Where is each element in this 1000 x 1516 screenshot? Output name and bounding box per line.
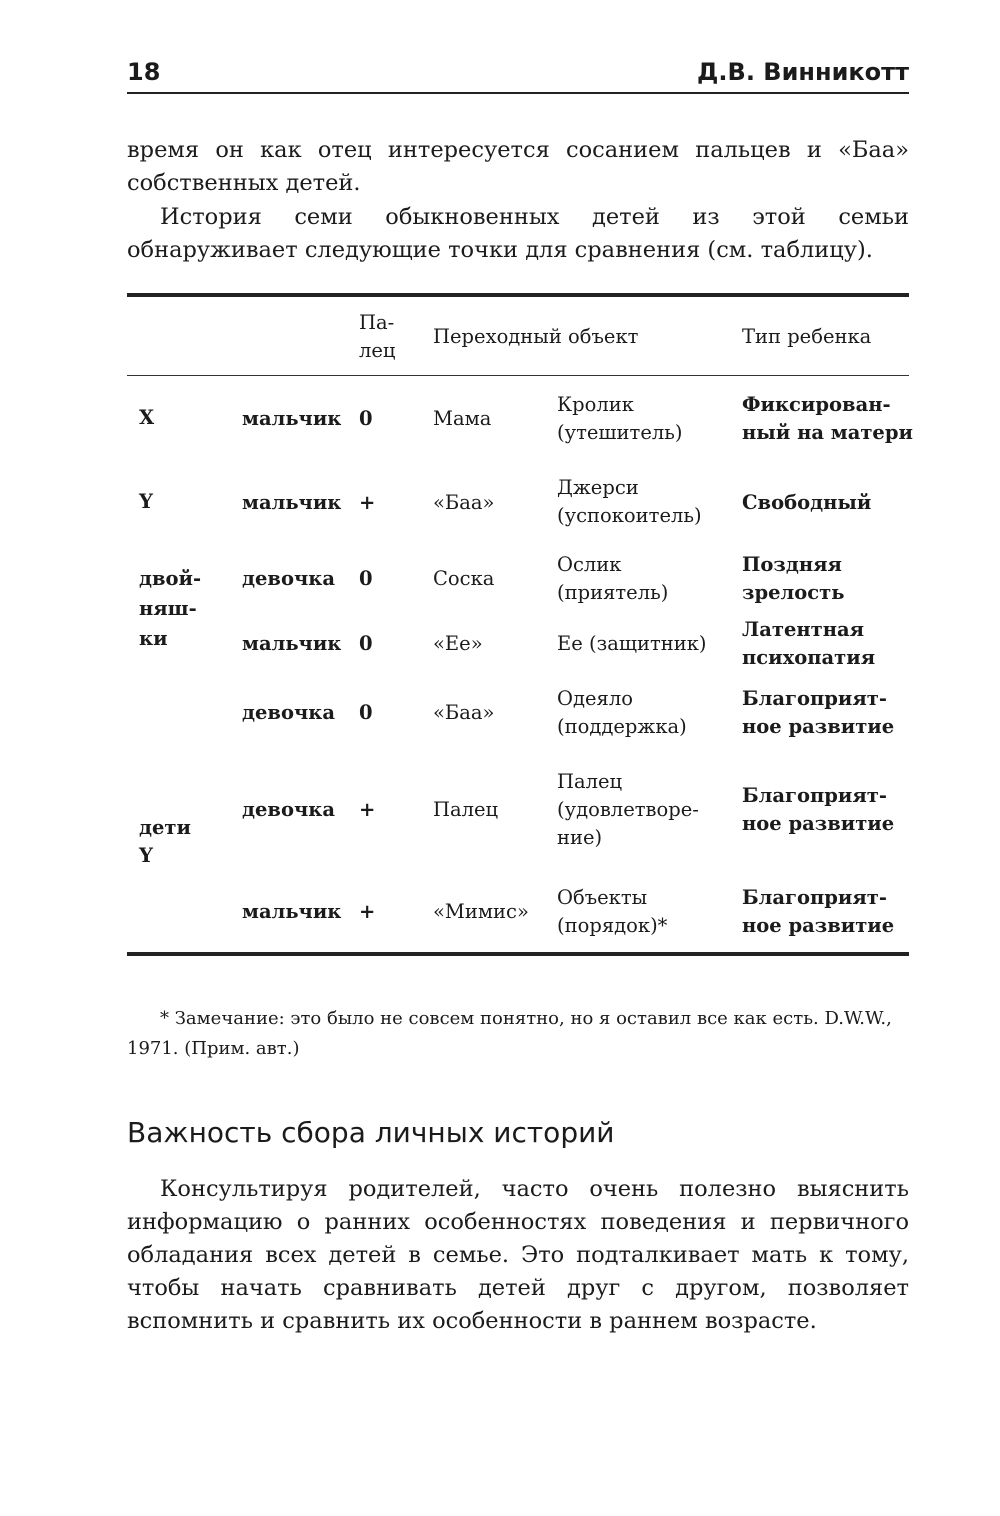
row-4-thumb: 0 xyxy=(359,632,373,655)
row-1-sex: мальчик xyxy=(242,407,342,430)
row-2-object-2: (успокоитель) xyxy=(557,504,702,527)
row-3-object-2: (приятель) xyxy=(557,581,669,604)
row-6-word: Палец xyxy=(433,798,499,821)
row-3-sex: девочка xyxy=(242,567,335,590)
row-6-type-2: ное развитие xyxy=(742,812,895,835)
row-6-thumb: + xyxy=(359,798,376,821)
row-5-object-2: (поддержка) xyxy=(557,715,687,738)
row-5-thumb: 0 xyxy=(359,701,373,724)
row-7-word: «Мимис» xyxy=(433,900,529,923)
row-7-type-1: Благоприят- xyxy=(742,886,887,909)
row-7-thumb: + xyxy=(359,900,376,923)
row-1-object-1: Кролик xyxy=(557,393,634,416)
header-divider xyxy=(127,375,909,376)
row-2-sex: мальчик xyxy=(242,491,342,514)
row-1-type-1: Фиксирован- xyxy=(742,393,891,416)
row-7-object-2: (порядок)* xyxy=(557,914,668,937)
row-4-sex: мальчик xyxy=(242,632,342,655)
row-5-object-1: Одеяло xyxy=(557,687,633,710)
row-3-thumb: 0 xyxy=(359,567,373,590)
row-2-type-1: Свободный xyxy=(742,491,872,514)
row-1-type-2: ный на матери xyxy=(742,421,913,444)
row-1-word: Мама xyxy=(433,407,492,430)
row-6-object-2: (удовлетворе- xyxy=(557,798,699,821)
footnote: * Замечание: это было не совсем понятно, но я оставил все как есть. D.W.W., 1971. (Прим. авт.) xyxy=(127,1008,892,1059)
row-4-word: «Ее» xyxy=(433,632,483,655)
row-5-type-1: Благоприят- xyxy=(742,687,887,710)
row-6-object-3: ние) xyxy=(557,826,603,849)
group-label-y: Y xyxy=(139,490,153,513)
row-7-sex: мальчик xyxy=(242,900,342,923)
row-7-type-2: ное развитие xyxy=(742,914,895,937)
group-label-children-1: дети xyxy=(139,816,191,839)
row-2-word: «Баа» xyxy=(433,491,495,514)
paragraph-consulting: Консультируя родителей, часто очень полезно выяснить информацию о ранних особенностях поведения и первичного обладания всех детей в семье. Это подталкивает мать к тому, чтобы начать сравнивать детей друг с другом, позволяет вспомнить и сравнить их особенности в раннем возрасте. xyxy=(127,1176,909,1334)
page-number: 18 xyxy=(127,58,161,86)
row-7-object-1: Объекты xyxy=(557,886,648,909)
row-1-object-2: (утешитель) xyxy=(557,421,683,444)
row-1-thumb: 0 xyxy=(359,407,373,430)
row-6-sex: девочка xyxy=(242,798,335,821)
paragraph-table-lead: История семи обыкновенных детей из этой семьи обнаруживает следующие точки для сравнения (см. таблицу). xyxy=(127,204,909,263)
row-2-object-1: Джерси xyxy=(557,476,639,499)
header-thumb-line2: лец xyxy=(359,339,396,362)
row-5-type-2: ное развитие xyxy=(742,715,895,738)
page-header xyxy=(127,52,909,94)
row-5-word: «Баа» xyxy=(433,701,495,724)
row-3-object-1: Ослик xyxy=(557,553,622,576)
row-4-type-2: психопатия xyxy=(742,646,876,669)
row-5-sex: девочка xyxy=(242,701,335,724)
header-thumb-line1: Па- xyxy=(359,311,395,334)
running-title: Д.В. Винникотт xyxy=(697,58,909,86)
header-child-type: Тип ребенка xyxy=(742,325,872,348)
row-4-type-1: Латентная xyxy=(742,618,865,641)
group-label-children-2: Y xyxy=(139,844,153,867)
row-6-object-1: Палец xyxy=(557,770,623,793)
row-3-type-2: зрелость xyxy=(742,581,845,604)
row-6-type-1: Благоприят- xyxy=(742,784,887,807)
comparison-table xyxy=(127,293,913,956)
section-title: Важность сбора личных историй xyxy=(127,1116,615,1149)
group-label-twins-3: ки xyxy=(139,627,168,650)
group-label-x: X xyxy=(139,406,155,429)
group-label-twins-1: двой- xyxy=(139,567,202,590)
header-transitional-object: Переходный объект xyxy=(433,325,639,348)
paragraph-intro: время он как отец интересуется сосанием пальцев и «Баа» собственных детей. xyxy=(127,137,909,196)
row-3-word: Соска xyxy=(433,567,495,590)
row-4-object-1: Ее (защитник) xyxy=(557,632,707,655)
row-3-type-1: Поздняя xyxy=(742,553,842,576)
group-label-twins-2: няш- xyxy=(139,597,197,620)
row-2-thumb: + xyxy=(359,491,376,514)
